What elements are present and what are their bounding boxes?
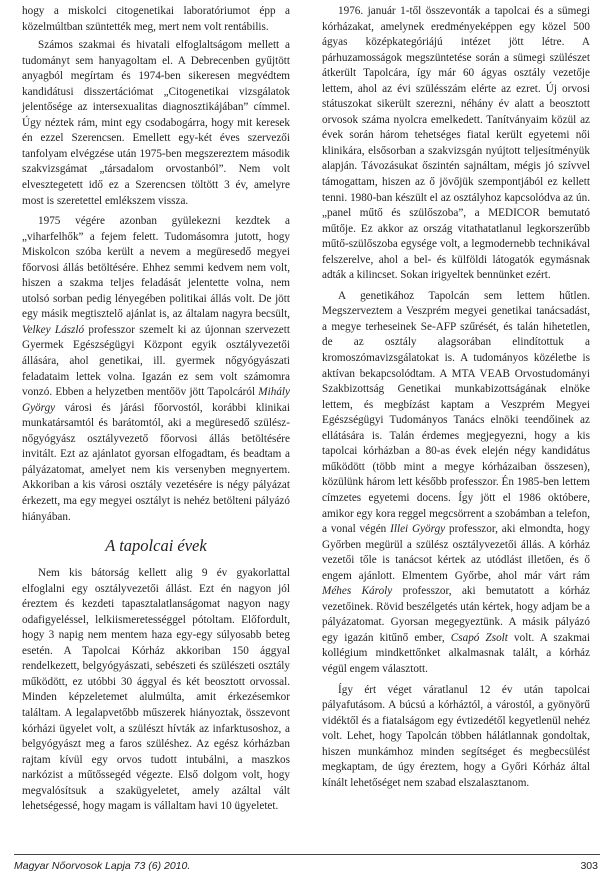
paragraph <box>22 214 290 525</box>
text-span: professzor szemelt ki az újonnan szervezett Gyermek Egészségügyi Központ egyik osztályvezetői állására, ahol genetikai, ill. gyermek nőgyógyászati feladataim lettek volna. Igazán ez sem volt számomra vonzó. Ebben a helyzetben mentőöv jött Tapolcáról <box>22 323 290 399</box>
text-span: professzor, aki bemutatott a kórház vezetőinek. Rövid beszélgetés után kértek, hogy adjam be a pályázatomat. Gyorsan megegyeztünk. A másik pályázó egy igazán kitűnő ember, <box>322 585 591 644</box>
paragraph: Számos szakmai és hivatali elfoglaltságom mellett a tudományt sem hanyagoltam el. A Debrecenben gyűjtött anyagból megírtam és 1974-ben sikeresen megvédtem kandidátusi disszertációmat „Citogenetikai vizsgálatok jelentősége az intersexualitas diagnosztikájában” címmel. Úgy néztek rám, mint egy csodabogárra, hogy mit keresek én ezzel Szerencsen. Emellett egy-két éves szervezői tanfolyam elvégzése után 1975-ben megszereztem második szakvizsgámat „társadalom orvostanból”. Nem volt elvesztegetett idő ez a Szerencsen töltött 3 év, amelyre most is szeretettel emlékszem vissza. <box>22 39 290 207</box>
left-column <box>22 4 290 818</box>
section-heading: A tapolcai évek <box>105 536 207 556</box>
person-name: Méhes Károly <box>322 585 393 598</box>
person-name: Mihály György <box>22 386 290 414</box>
paragraph: hogy a miskolci citogenetikai laboratóriumot épp a közelmúltban szüntették meg, mert nem volt rentábilis. <box>22 5 290 33</box>
text-span: volt. A szakmai kollégium mindkettőnket alkalmasnak talált, a kórház végül engem választott. <box>322 631 591 675</box>
person-name: Illei György <box>390 523 446 536</box>
person-name: Velkey László <box>22 323 85 336</box>
text-span: professzor, aki elmondta, hogy Győrben megürül a szülész osztályvezetői állás. A kórház vezetői tőle is tanácsot kértek az utódlást illetően, és ő engem ajánlott. Elmentem Győrbe, ahol már várt rám <box>322 523 590 582</box>
footer-divider <box>14 854 600 855</box>
person-name: Csapó Zsolt <box>450 631 508 644</box>
journal-citation: Magyar Nőorvosok Lapja 73 (6) 2010. <box>14 860 191 872</box>
text-span: A genetikához Tapolcán sem lettem hűtlen. Megszerveztem a Veszprém megyei genetikai tanácsadást, a megye terheseinek Se-AFP szűrését, és talán hihetetlen, de az osztály alagsorában elindítottuk a kromoszómavizsgálatokat is. A tudományos közéletbe is aktívan bekapcsolódtam. A MTA VEAB Orvostudományi Szakbizottság Genetikai munkabizottságának elnöke lettem, és megbízást kaptam a Veszprém Megyei Egészségügyi Tudományos Tanács elnöki teendőinek az ellátására is. Talán érdemes megjegyezni, hogy a kis tapolcai kórházban a 80-as évek elején négy kandidátus működött (több mint a megye kórházaiban összesen), közülünk három lett később professzor. Én 1985-ben lettem címzetes egyetemi docens. Így jött el 1986 októbere, amikor egy kora reggel megcsörrent a szobámban a telefon, a vonal végén <box>322 289 590 536</box>
page-number: 303 <box>580 860 598 872</box>
text-span: városi és járási főorvostól, korábbi klinikai munkatársamtól és barátomtól, aki a megüresedő szülész-nőgyógyász osztályvezető főorvosi állás betöltésére invitált. Ezt az ajánlatot gyorsan elfogadtam, és beadtam a pályázatomat, amelyet nem kis versenyben megnyertem. Akkoriban a kis városi osztály vezetésére is négy pályázat érkezett, ma egy megyei osztályt is nehéz betölteni pályázó hiányában. <box>22 401 290 523</box>
right-column <box>322 4 590 794</box>
text-span: 1975 végére azonban gyülekezni kezdtek a „viharfelhők” a fejem felett. Tudomásomra jutott, hogy Miskolcon szóba került a nevem a megüresedő megyei főorvosi állás betöltésére. Ehhez semmi kedvem nem volt, hiszen a szakma teljes feladását jelentette volna, nem utolsó sorban pedig lényegében politikai állás volt. De jött egy másik megtisztelő ajánlat is, az általam nagyra becsült, <box>22 215 290 321</box>
paragraph <box>322 289 590 678</box>
paragraph: Így ért véget váratlanul 12 év után tapolcai pályafutásom. A búcsú a kórháztól, a várostól, a gyönyörű vidéktől és a fiatalságom egy évtizedétől kegyetlenül nehéz volt. Lehet, hogy Tapolcán többen hálátlannak gondoltak, hiszen munkámhoz minden segítséget és megbecsülést megkaptam, de úgy éreztem, hogy a Győri Kórház által kínált lehetőséget nem szabad elszalasztanom. <box>322 683 590 789</box>
paragraph: Nem kis bátorság kellett alig 9 év gyakorlattal elfoglalni egy osztályvezetői állást. Ezt én nagyon jól éreztem és kezdeti tapasztalatlanságomat nagyon nagy odafigyeléssel, lelkiismeretességgel pótoltam. Előfordult, hogy 3 napig nem mentem haza egy-egy súlyosabb beteg esetén. A Tapolcai Kórház akkoriban 150 ággyal rendelkezett, belgyógyászati, sebészeti és szülészeti osztály működött, ez utóbbi 30 ággyal és két beosztott orvossal. Minden képzeletemet alulmúlta, amit érkezésemkor találtam. A legalapvetőbb műszerek hiányoztak, összevont kórházi ügyelet volt, a szülészt hívták az infarktusoshoz, a belgyógyászt meg a faros szüléshez. Az egész kórházban rajtam kívül egy orvos tudott intubálni, a maszkos narkózist a műtőssegéd végezte. Első dolgom volt, hogy megvalósítsuk a szakügyeletet, amely azáltal vált lehetségessé, hogy magam is vállaltam havi 10 ügyeletet. <box>22 567 290 813</box>
paragraph: 1976. január 1-től összevonták a tapolcai és a sümegi kórházakat, amelynek eredményeképpen egy közel 500 ágyas középkategóriájú intézet jött létre. A párhuzamosságok megszüntetése során a sümegi szülészet átkerült Tapolcára, így már 60 ágyas osztály vezetője lettem, ahol az évi szülésszám elérte az ezret. Új orvosi státuszokat sikerült szerezni, néhány év alatt a beosztott orvosok száma nyolcra emelkedett. Tanítványaim közül az évek során három tehetséges fiatal került egyetemi női klinikára, elsősorban a szakvizsgán nyújtott teljesítményük alapján. Távozásukat őszintén sajnáltam, mégis jó szívvel támogattam, hiszen az ő jövőjük szempontjából ez kellett tenni. 1980-ban készült el az osztályhoz kapcsolódva az ún. „panel műtő és szülőszoba”, a MEDICOR bemutató műtője. Ez akkor az ország vitathatatlanul legkorszerűbb műtő-szülőszoba egysége volt, a legmodernebb technikával felszerelve, ahol a bel- és külföldi látogatók egymásnak adták a kilincset. Sokan irigyeltek bennünket ezért. <box>322 5 590 282</box>
